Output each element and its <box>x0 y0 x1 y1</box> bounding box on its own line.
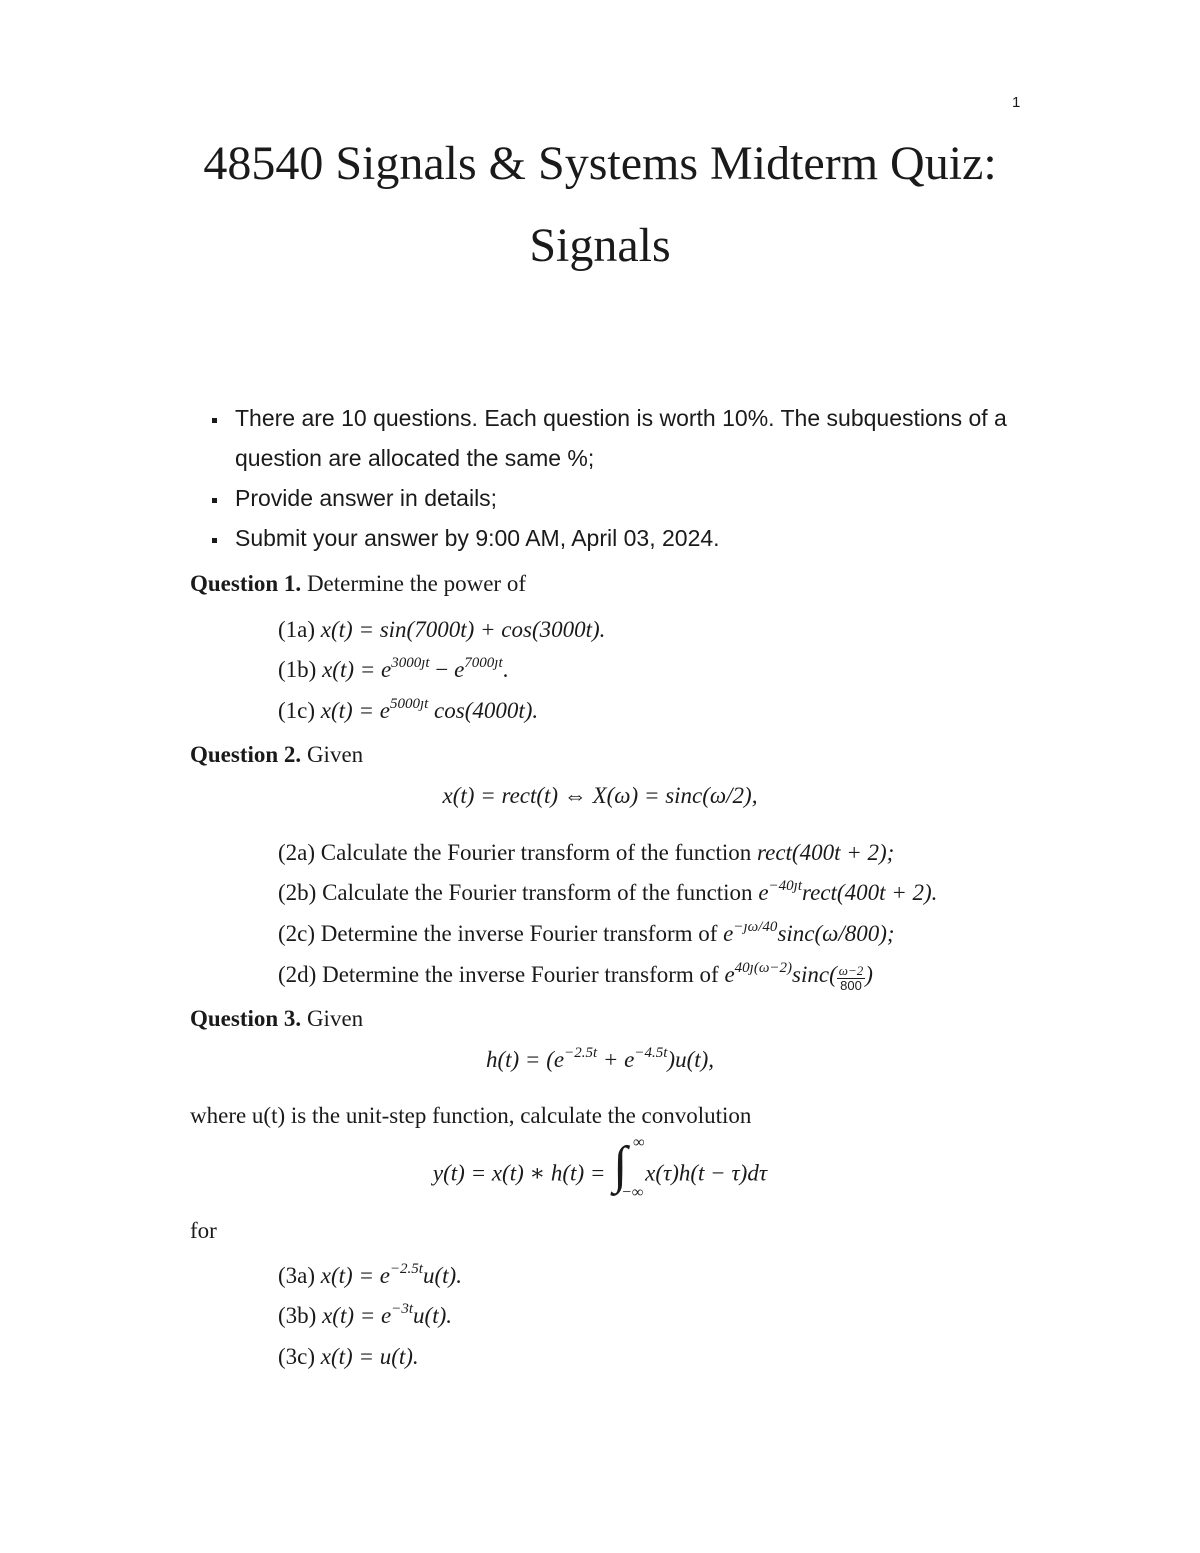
equation-lhs: x(t) = u(t). <box>320 1344 419 1369</box>
question-3-text: Given <box>306 1006 364 1031</box>
exp-base: e <box>724 962 735 987</box>
page-number: 1 <box>1012 94 1021 111</box>
item-tag: (3c) <box>278 1344 316 1369</box>
equation-lhs: x(t) = <box>320 698 380 723</box>
item-text: Determine the inverse Fourier transform of <box>320 921 724 946</box>
question-2-given-equation: x(t) = rect(t) ⇔ X(ω) = sinc(ω/2), <box>442 783 758 808</box>
exp-base: e <box>723 921 734 946</box>
equation-end: cos(4000t). <box>428 698 539 723</box>
equation-end: . <box>502 657 509 682</box>
exponent: −3t <box>391 1301 414 1317</box>
equation-expr: sin(7000t) + cos(3000t). <box>379 617 606 642</box>
fraction-numerator: ω−2 <box>838 963 864 978</box>
exp-base: e <box>381 657 392 682</box>
question-1-heading <box>190 571 526 597</box>
equation-expr: rect(400t + 2); <box>757 840 895 865</box>
item-tag: (2a) <box>278 840 316 865</box>
item-tag: (3b) <box>278 1303 317 1328</box>
question-3-where-text: where u(t) is the unit-step function, calculate the convolution <box>190 1103 752 1128</box>
question-2b <box>278 880 937 906</box>
question-2-text: Given <box>306 742 364 767</box>
item-text: Calculate the Fourier transform of the function <box>320 840 758 865</box>
item-tag: (1b) <box>278 657 317 682</box>
integral-upper-limit: ∞ <box>633 1134 645 1151</box>
equation-rhs: x(τ)h(t − τ)dτ <box>645 1160 768 1186</box>
equation-lhs: x(t) = <box>322 657 382 682</box>
question-3-heading <box>190 1006 363 1032</box>
question-3-for-text: for <box>190 1218 217 1243</box>
item-tag: (3a) <box>278 1263 316 1288</box>
page-title-line2: Signals <box>529 219 671 272</box>
equation-rhs: u(t). <box>422 1263 462 1288</box>
equation-lhs: h(t) = (e <box>485 1047 565 1072</box>
fraction <box>837 964 865 993</box>
exponent: −40ȷt <box>768 878 802 894</box>
exp-base: e <box>379 698 390 723</box>
exp-base: e <box>758 880 769 905</box>
equation-rhs: u(t). <box>413 1303 452 1328</box>
item-tag: (1c) <box>278 698 316 723</box>
page-title-line1: 48540 Signals & Systems Midterm Quiz: <box>203 137 997 190</box>
item-tag: (1a) <box>278 617 316 642</box>
question-1-text: Determine the power of <box>306 571 526 596</box>
exponent: −4.5t <box>634 1045 668 1061</box>
integral-lower-limit: −∞ <box>621 1184 644 1201</box>
equation-lhs: x(t) = e <box>320 1263 390 1288</box>
question-1a <box>278 617 605 643</box>
equation-lhs: x(t) = e <box>322 1303 392 1328</box>
exp-base: e <box>454 657 465 682</box>
question-3a <box>278 1263 462 1289</box>
equation-expr: sinc(ω/800); <box>777 921 895 946</box>
instruction-item: There are 10 questions. Each question is worth 10%. The subquestions of a question are allocated the same %; <box>212 398 1042 478</box>
question-3b <box>278 1303 452 1329</box>
question-3-label: Question 3. <box>190 1006 302 1031</box>
item-tag: (2c) <box>278 921 316 946</box>
exponent: −2.5t <box>564 1045 598 1061</box>
impulse-response-equation <box>0 1047 1200 1073</box>
equation-expr: sinc( <box>792 962 837 987</box>
equation-expr: ) <box>865 962 873 987</box>
item-tag: (2b) <box>278 880 317 905</box>
instruction-item: Submit your answer by 9:00 AM, April 03, 2024. <box>212 518 1042 558</box>
convolution-equation <box>0 1134 1200 1201</box>
operator: − <box>429 657 455 682</box>
instructions-list <box>212 398 1042 558</box>
equation-lhs: y(t) = x(t) ∗ h(t) = <box>432 1160 612 1186</box>
item-text: Determine the inverse Fourier transform of <box>322 962 725 987</box>
question-2-heading <box>190 742 363 768</box>
exponent: −ȷω/40 <box>733 919 778 935</box>
exponent: 7000ȷt <box>464 655 503 671</box>
question-3c <box>278 1344 419 1370</box>
equation-expr: rect(400t + 2). <box>802 880 938 905</box>
question-2c <box>278 921 895 947</box>
exponent: 5000ȷt <box>389 696 429 712</box>
exponent: −2.5t <box>389 1261 423 1277</box>
question-2a <box>278 840 894 866</box>
item-tag: (2d) <box>278 962 317 987</box>
question-2-label: Question 2. <box>190 742 302 767</box>
question-1-label: Question 1. <box>190 571 302 596</box>
question-2d <box>278 962 873 993</box>
question-1b <box>278 657 508 683</box>
equation-lhs: x(t) = <box>320 617 380 642</box>
equation-end: )u(t), <box>667 1047 715 1072</box>
integral-sign: ∫ ∞ −∞ <box>613 1134 645 1201</box>
instruction-item: Provide answer in details; <box>212 478 1042 518</box>
exponent: 40ȷ(ω−2) <box>734 960 793 976</box>
operator: + e <box>597 1047 635 1072</box>
item-text: Calculate the Fourier transform of the function <box>322 880 759 905</box>
question-1c <box>278 698 538 724</box>
fraction-denominator: 800 <box>840 978 862 993</box>
exponent: 3000ȷt <box>391 655 430 671</box>
